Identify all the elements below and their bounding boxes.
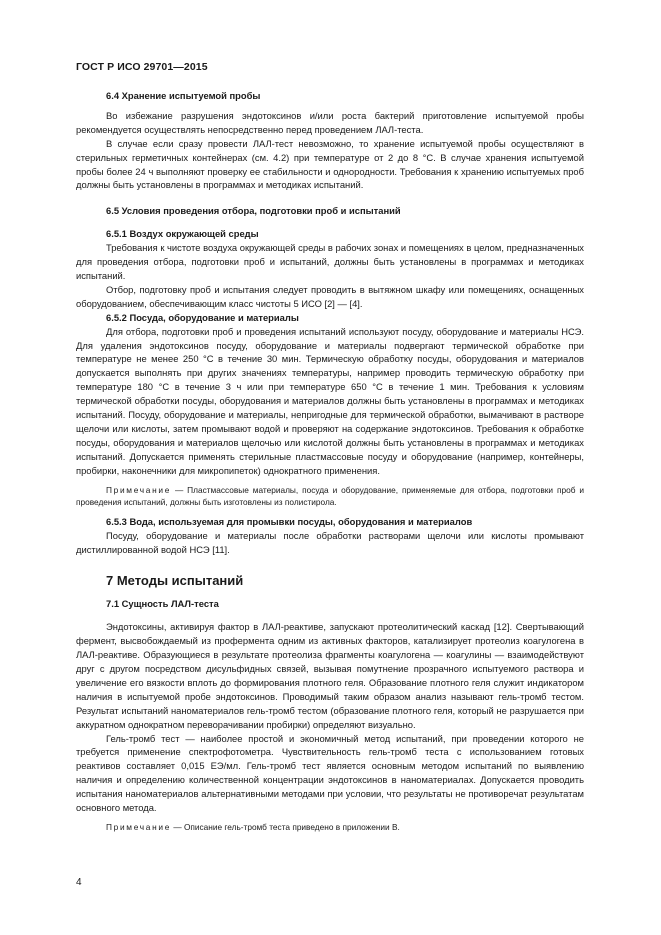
note [76, 821, 584, 834]
paragraph: Для отбора, подготовки проб и проведения испытаний используют посуду, оборудование и материалы НСЭ. Для удаления эндотоксинов посуду, оборудование и материалы подвергают термической обработке при температуре не менее 250 °С в течение 30 мин. Термическую обработку посуды, оборудования и материалов допускается выполнять при других значениях температуры, например проводить термическую обработку при температуре 180 °С в течение 3 ч или при температуре 650 °С в течение 1 мин. Требования к условиям термической обработки посуды, оборудования и материалов должны быть установлены в программах и методиках испытаний. Посуду, оборудование и материалы, непригодные для термической обработки, вымачивают в растворе щелочи или кислоты, затем промывают водой и проверяют на содержание эндотоксинов. Требования к обработке посуды, оборудования и материалов щелочью или кислотой должны быть установлены в программах и методиках испытаний. Допускается применять стерильные пластмассовые посуду и оборудование (например, контейнеры, пробирки, наконечники для микропипеток) однократного применения. [76, 325, 584, 476]
paragraph: В случае если сразу провести ЛАЛ-тест невозможно, то хранение испытуемой пробы осуществляют в стерильных герметичных контейнерах (см. 4.2) при температуре от 2 до 8 °С. В случае хранения испытуемой пробы более 24 ч выполняют проверку ее стабильности и однородности. Требования к хранению испытуемых проб должны быть установлены в программах и методиках испытаний. [76, 137, 584, 191]
heading-7-1: 7.1 Сущность ЛАЛ-теста [106, 598, 219, 610]
page-number: 4 [76, 877, 82, 888]
heading-6-4: 6.4 Хранение испытуемой пробы [106, 90, 261, 101]
heading-6-5-1: 6.5.1 Воздух окружающей среды [106, 228, 259, 240]
paragraph: Посуду, оборудование и материалы после обработки растворами щелочи или кислоты промывают дистиллированной водой НСЭ [11]. [76, 529, 584, 555]
note-label: Примечание [106, 484, 172, 495]
heading-6-5: 6.5 Условия проведения отбора, подготовки проб и испытаний [106, 205, 401, 217]
note-text: — Пластмассовые материалы, посуда и оборудование, применяемые для отбора, подготовки проб и проведения испытаний, должны быть изготовлены из полистирола. [76, 484, 584, 508]
document-body [76, 89, 584, 834]
paragraph: Во избежание разрушения эндотоксинов и/или роста бактерий приготовление испытуемой пробы рекомендуется осуществлять непосредственно перед проведением ЛАЛ-теста. [76, 109, 584, 135]
heading-7: 7 Методы испытаний [106, 573, 244, 589]
heading-6-5-3: 6.5.3 Вода, используемая для промывки посуды, оборудования и материалов [106, 515, 473, 527]
paragraph: Эндотоксины, активируя фактор в ЛАЛ-реактиве, запускают протеолитический каскад [12]. Свертывающий фермент, высвобождаемый из профермента одним из активных факторов, катализирует протеолиз коагулогена в ЛАЛ-реактиве. Образующиеся в результате протеолиза фрагменты коагулогена — коагулины — взаимодействуют друг с другом посредством дисульфидных связей, вызывая помутнение прозрачного испытуемого раствора и увеличение его вязкости вплоть до формирования плотного геля. Образование плотного геля служит индикатором наличия в испытуемой пробе эндотоксинов. Проводимый таким образом анализ называют гель-тромб тестом. Результат испытаний наноматериалов гель-тромб тестом (образование плотного геля, который не разрушается при аккуратном однократном переворачивании пробирки) определяют визуально. [76, 621, 584, 730]
note-label: Примечание [106, 821, 172, 832]
heading-6-5-2: 6.5.2 Посуда, оборудование и материалы [106, 311, 299, 323]
paragraph: Требования к чистоте воздуха окружающей среды в рабочих зонах и помещениях в целом, предназначенных для проведения отбора, подготовки проб и испытаний, должны быть установлены в программах и методиках испытаний. [76, 242, 584, 281]
note-text: — Описание гель-тромб теста приведено в приложении В. [171, 821, 400, 832]
note [76, 484, 584, 509]
paragraph: Отбор, подготовку проб и испытания следует проводить в вытяжном шкафу или помещениях, оснащенных оборудованием, обеспечивающим класс чистоты 5 ИСО [2] — [4]. [76, 283, 584, 309]
paragraph: Гель-тромб тест — наиболее простой и экономичный метод испытаний, при проведении которого не требуется применение спектрофотометра. Чувствительность гель-тромб теста с использованием готовых реактивов составляет 0,015 ЕЭ/мл. Гель-тромб тест является основным методом испытаний по выявлению наличия и определению количественной концентрации эндотоксинов в наноматериалах. Допускается проводить испытания наноматериалов альтернативными методами при условии, что результаты не противоречат результатам основного метода. [76, 732, 584, 814]
document-header: ГОСТ Р ИСО 29701—2015 [76, 61, 208, 73]
